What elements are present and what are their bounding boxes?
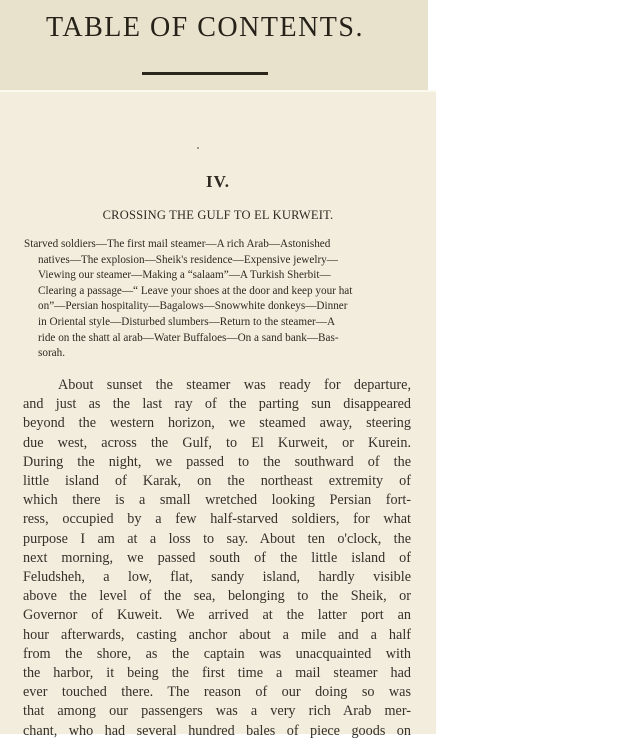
body-line: ress, occupied by a few half-starved soldiers, for what: [23, 511, 411, 528]
body-line: ever touched there. The reason of our doing so was: [23, 684, 411, 701]
body-line: little island of Karak, on the northeast extremity of: [23, 473, 411, 490]
header-strip: [0, 0, 428, 90]
body-line: next morning, we passed south of the little island of: [23, 549, 411, 566]
body-line: purpose I am at a loss to say. About ten o'clock, the: [23, 530, 411, 547]
body-line: Governor of Kuweit. We arrived at the latter port an: [23, 607, 411, 624]
body-line: Feludsheh, a low, flat, sandy island, hardly visible: [23, 569, 411, 586]
body-line: due west, across the Gulf, to El Kurweit, or Kurein.: [23, 434, 411, 451]
book-page: [0, 90, 436, 739]
body-line: the harbor, it being the first time a mail steamer had: [23, 665, 411, 682]
body-line: About sunset the steamer was ready for departure,: [58, 377, 411, 393]
summary-line: sorah.: [38, 347, 66, 360]
body-line: above the level of the sea, belonging to the Sheik, or: [23, 588, 411, 605]
chapter-body: [23, 376, 411, 741]
summary-line: in Oriental style—Disturbed slumbers—Return to the steamer—A: [38, 315, 336, 328]
title-divider: [142, 72, 268, 75]
body-line: which there is a small wretched looking Persian fort-: [23, 492, 411, 509]
summary-line: Viewing our steamer—Making a “salaam”—A Turkish Sherbit—: [38, 269, 331, 282]
body-line: hour afterwards, casting anchor about a mile and a half: [23, 626, 411, 643]
body-line: from the shore, as the captain was unacquainted with: [23, 645, 411, 662]
summary-line: natives—The explosion—Sheik's residence—Expensive jewelry—: [38, 253, 338, 266]
paper-speck: [197, 147, 199, 149]
summary-line: Clearing a passage—“ Leave your shoes at the door and keep your hat: [38, 284, 353, 297]
body-line: beyond the western horizon, we steamed away, steering: [23, 415, 411, 432]
summary-line: ride on the shatt al arab—Water Buffaloes—On a sand bank—Bas-: [38, 331, 339, 344]
chapter-summary: [24, 237, 412, 362]
chapter-title: CROSSING THE GULF TO EL KURWEIT.: [102, 208, 334, 222]
body-line: and just as the last ray of the parting sun disappeared: [23, 396, 411, 413]
body-line: that among our passengers was a very rich Arab mer-: [23, 703, 411, 720]
body-line: During the night, we passed to the southward of the: [23, 453, 411, 470]
body-line: chant, who had several hundred bales of piece goods on: [23, 722, 411, 739]
summary-line: Starved soldiers—The first mail steamer—A rich Arab—Astonished: [24, 238, 331, 250]
page-title: TABLE OF CONTENTS.: [46, 12, 364, 43]
summary-line: on”—Persian hospitality—Bagalows—Snowwhite donkeys—Dinner: [38, 300, 348, 313]
chapter-number: IV.: [206, 172, 230, 191]
